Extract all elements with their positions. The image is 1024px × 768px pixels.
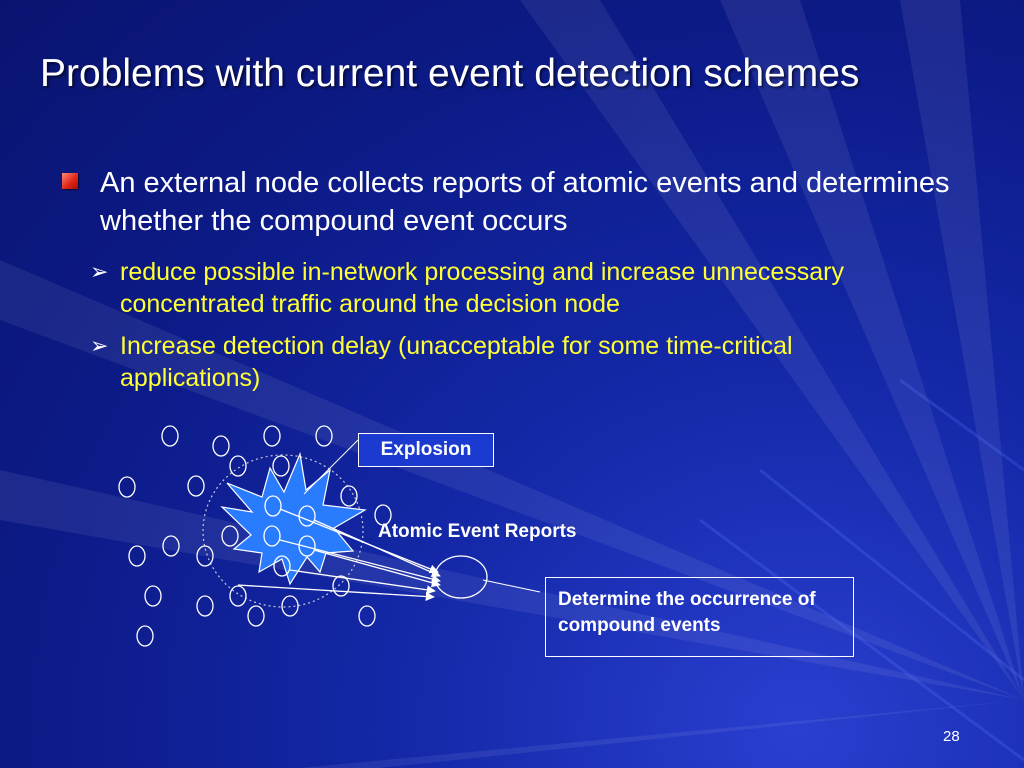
report-arrow bbox=[290, 570, 435, 591]
sub-bullet-1: reduce possible in-network processing and increase unnecessary concentrated traffic around the decision node bbox=[120, 258, 845, 318]
sensor-node bbox=[230, 456, 246, 476]
sensor-node bbox=[137, 626, 153, 646]
sensor-node bbox=[188, 476, 204, 496]
sensor-node bbox=[248, 606, 264, 626]
slide-title: Problems with current event detection schemes bbox=[40, 52, 860, 95]
sensor-node bbox=[264, 426, 280, 446]
sensor-node bbox=[197, 596, 213, 616]
sensor-node bbox=[129, 546, 145, 566]
sensor-node bbox=[222, 526, 238, 546]
sensor-node bbox=[119, 477, 135, 497]
arrowhead-bullet-icon: ➢ bbox=[90, 333, 109, 358]
sensor-node bbox=[213, 436, 229, 456]
atomic-event-reports-label: Atomic Event Reports bbox=[378, 521, 577, 542]
sensor-node bbox=[316, 426, 332, 446]
determine-compound-events-box: Determine the occurrence of compound events bbox=[545, 577, 854, 657]
sub-bullet-2: Increase detection delay (unacceptable for some time-critical applications) bbox=[120, 332, 793, 392]
sensor-node bbox=[162, 426, 178, 446]
explosion-label-box: Explosion bbox=[358, 433, 494, 467]
arrowhead-bullet-icon: ➢ bbox=[90, 259, 109, 284]
sensor-node bbox=[359, 606, 375, 626]
sensor-node bbox=[333, 576, 349, 596]
sensor-node bbox=[341, 486, 357, 506]
main-bullet-text: An external node collects reports of atomic events and determines whether the compound event occurs bbox=[100, 167, 950, 237]
decision-node bbox=[435, 556, 487, 598]
sensor-node bbox=[230, 586, 246, 606]
sensor-node bbox=[163, 536, 179, 556]
determine-callout-line bbox=[483, 580, 540, 592]
sensor-node bbox=[273, 456, 289, 476]
sensor-node bbox=[145, 586, 161, 606]
page-number: 28 bbox=[943, 728, 960, 745]
sensor-node bbox=[282, 596, 298, 616]
